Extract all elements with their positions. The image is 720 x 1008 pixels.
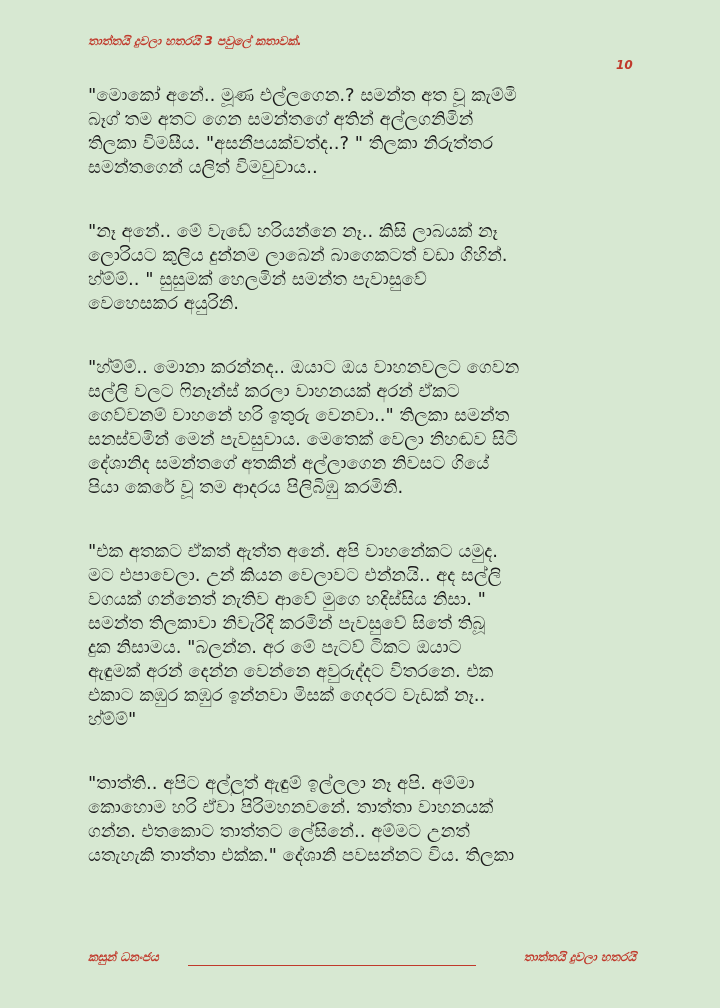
text-line: ඇඳුමක් අරන් දෙන්න වෙන්නෙ අවුරුද්දට විතරනෙ. එක xyxy=(88,661,494,682)
text-line: "තාත්ති.. අපිට අල්ලුත් ඇඳුම් ඉල්ලලා නෑ අපි. අම්මා xyxy=(88,773,475,794)
footer-author: කසුන් ධනංජය xyxy=(88,950,159,964)
text-line: වෙහෙසකර අයුරිනි. xyxy=(88,293,240,314)
paragraph-1 xyxy=(88,84,636,180)
text-line: දේශානිද සමන්තගේ අතකින් අල්ලාගෙන නිවසට ගියේ xyxy=(88,453,490,474)
text-line: ලොරියට කුලිය දුන්නම ලාබෙන් බාගෙකටත් වඩා ගිහින්. xyxy=(88,245,508,266)
page-footer xyxy=(88,950,636,974)
page-number: 10 xyxy=(616,58,633,72)
paragraph-2 xyxy=(88,220,636,316)
footer-divider xyxy=(188,965,476,966)
text-line: යතැහැකි තාත්තා එක්ක." දේශානි පවසන්නට විය. තිලකා xyxy=(88,845,515,866)
text-line: දුක නිසාමය. "බලන්න. අර මේ පැටව් ටිකට ඔයාට xyxy=(88,637,462,658)
text-line: ගන්න. එතකොට තාත්තට ලේසිනේ.. අම්මට උනත් xyxy=(88,821,470,842)
paragraph-5 xyxy=(88,772,636,868)
footer-series-title: තාත්තයි දුවලා හතරයි xyxy=(523,950,636,964)
book-header-title: තාත්තයි දුවලා හතරයි 3 පවුලේ කතාවක්. xyxy=(88,34,302,48)
paragraph-4 xyxy=(88,540,636,732)
text-line: බෑග් තම අතට ගෙන සමන්තගේ අතින් අල්ලගනිමින් xyxy=(88,109,474,130)
text-line: "මොකෝ අනේ.. මූණ එල්ලගෙන.? සමන්ත අත වූ කැම්මි xyxy=(88,85,517,106)
paragraph-3 xyxy=(88,356,636,500)
text-line: හ්ම්ම්.. " සුසුමක් හෙලමින් සමන්ත පැවාසුවේ xyxy=(88,269,427,290)
text-line: කොහොම හරි ඒවා පිරිමහනවනේ. තාත්තා වාහනයක් xyxy=(88,797,494,818)
text-line: සමන්ත තිලකාවා නිවැරිදි කරමින් පැවසුවේ සිතේ තිබූ xyxy=(88,613,486,634)
text-line: පියා කෙරේ වූ තම ආදරය පිලිබිඹු කරමිනි. xyxy=(88,477,404,498)
text-line: "එක අතකට ඒකත් ඇත්ත අනේ. අපි වාහනේකට යමුද. xyxy=(88,541,498,562)
text-line: සමන්තගෙන් යලිත් විමවුවාය.. xyxy=(88,157,318,178)
story-body xyxy=(88,84,636,908)
text-line: තිලකා විමසීය. "අසනීපයක්වත්ද..? " තිලකා නිරුත්තර xyxy=(88,133,494,154)
text-line: වගයක් ගන්නෙත් නැතිව ආවේ මුගෙ හදිස්සිය නිසා. " xyxy=(88,589,486,610)
text-line: ගෙව්වනම් වාහනේ හරි ඉතුරු වෙනවා.." තිලකා සමන්ත xyxy=(88,405,510,426)
text-line: එකාට කඹුර කඹුර ඉන්නවා මිසක් ගෙදරට වැඩක් නෑ.. xyxy=(88,685,486,706)
text-line: හ්ම්ම්" xyxy=(88,709,137,730)
text-line: "හ්ම්ම්.. මොනා කරන්නද.. ඔයාට ඔය වාහනවලට ගෙවන xyxy=(88,357,520,378)
text-line: "නෑ අනේ.. මේ වැඩේ හරියන්නෙ නෑ.. කිසි ලාබයක් නෑ xyxy=(88,221,498,242)
text-line: මට එපාවෙලා. උන් කියන වෙලාවට එන්නයි.. අද සල්ලි xyxy=(88,565,502,586)
text-line: සල්ලි වලට ෆිනෑන්ස් කරලා වාහනයක් අරන් ඒකට xyxy=(88,381,460,402)
text-line: සනස්වමින් මෙන් පැවසුවාය. මෙතෙක් වෙලා නිහඬව සිටි xyxy=(88,429,518,450)
